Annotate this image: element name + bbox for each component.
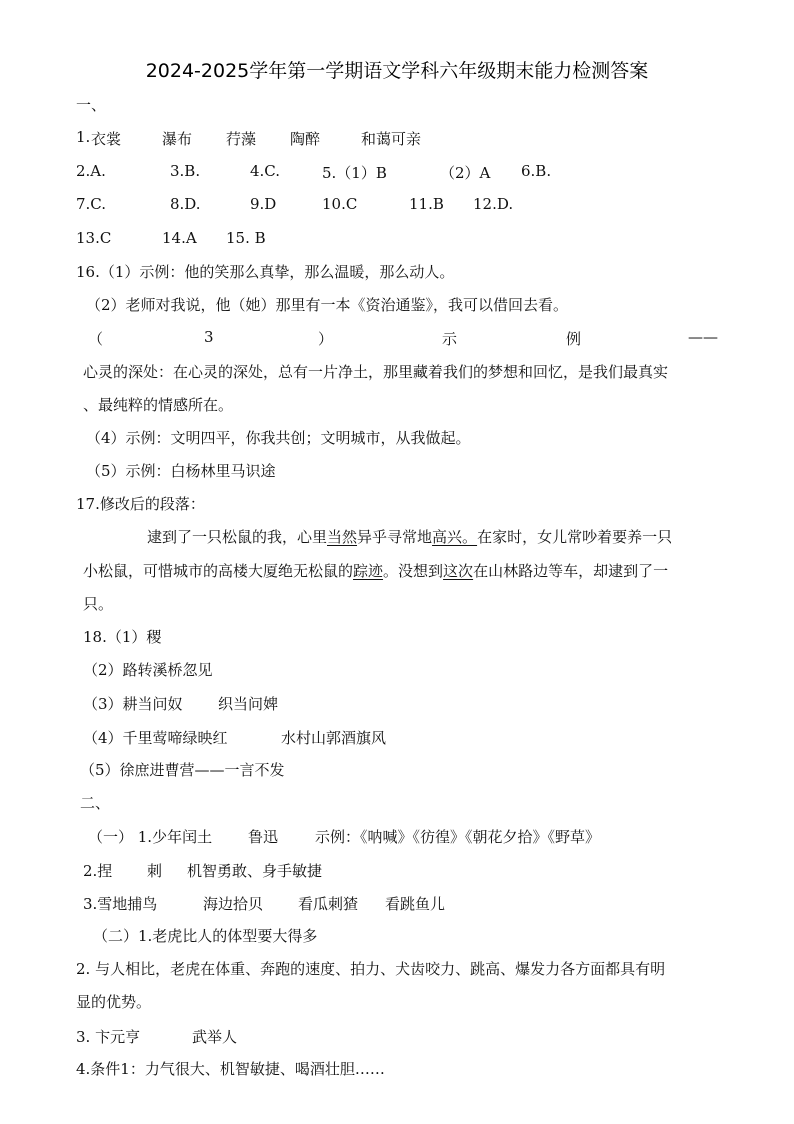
answer-part: （4）千里莺啼绿映红 [83, 729, 228, 747]
answer-part: 2.捏 [83, 862, 113, 880]
section2-heading: 二、 [80, 794, 111, 812]
spread-char: 示 [442, 330, 458, 348]
answer-part: 看跳鱼儿 [385, 895, 446, 913]
answer-part: （3）耕当问奴 [83, 695, 183, 713]
q16-answer-3-line-3: 、最纯粹的情感所在。 [83, 396, 234, 414]
q18-answer-1: 18.（1）稷 [83, 628, 162, 646]
answer-part: 水村山郭酒旗风 [281, 729, 387, 747]
text-run: 异乎寻常地 [357, 528, 433, 546]
text-run: 在山林路边等车，却逮到了一 [473, 562, 669, 580]
choice-answer: 5.（1）B [322, 164, 387, 182]
choice-answer: 2.A. [76, 162, 106, 180]
spread-char: 3 [204, 328, 214, 346]
choice-answer: 12.D. [473, 195, 514, 213]
choice-answer: 8.D. [170, 195, 201, 213]
answer-part: 鲁迅 [248, 828, 279, 846]
text-run: 小松鼠，可惜城市的高楼大厦绝无松鼠的 [83, 562, 354, 580]
q1-word: 瀑布 [162, 130, 193, 148]
underlined-text: 高兴。 [432, 528, 478, 546]
spread-char: 例 [566, 330, 582, 348]
underlined-text: 踪迹 [353, 562, 384, 580]
q1-label: 1. [76, 128, 91, 146]
answer-part: 示例：《呐喊》《彷徨》《朝花夕拾》《野草》 [315, 828, 601, 846]
choice-answer: （2）A [440, 164, 491, 182]
q16-answer-5: （5）示例：白杨林里马识途 [86, 462, 276, 480]
q16-answer-2: （2）老师对我说，他（她）那里有一本《资治通鉴》，我可以借回去看。 [86, 296, 569, 314]
answer-part: 海边拾贝 [203, 895, 264, 913]
q1-word: 陶醉 [290, 130, 321, 148]
answer-part: 机智勇敢、身手敏捷 [187, 862, 323, 880]
q1-word: 和蔼可亲 [361, 130, 422, 148]
choice-answer: 3.B. [170, 162, 201, 180]
underlined-text: 这次 [443, 562, 474, 580]
answer-part: （一） 1.少年闰土 [88, 828, 213, 846]
text-run: 。没想到 [383, 562, 444, 580]
q16-answer-3-line-2: 心灵的深处：在心灵的深处，总有一片净土，那里藏着我们的梦想和回忆，是我们最真实 [83, 363, 669, 381]
answer-part: 3.雪地捕鸟 [83, 895, 158, 913]
page-title: 2024-2025学年第一学期语文学科六年级期末能力检测答案 [145, 60, 649, 82]
choice-answer: 15. B [226, 229, 266, 247]
choice-answer: 13.C [76, 229, 112, 247]
q17-paragraph-line-1 [147, 527, 672, 547]
part2-answer-4: 4.条件1：力气很大、机智敏捷、喝酒壮胆…… [76, 1060, 385, 1078]
q16-answer-1: 16.（1）示例：他的笑那么真挚，那么温暖，那么动人。 [76, 263, 455, 281]
q17-paragraph-line-2 [83, 561, 668, 581]
choice-answer: 9.D [250, 195, 277, 213]
choice-answer: 7.C. [76, 195, 107, 213]
answer-part: 织当问婢 [218, 695, 279, 713]
part2-answer-2-line-1: 2. 与人相比，老虎在体重、奔跑的速度、拍力、犬齿咬力、跳高、爆发力各方面都具有明 [76, 960, 666, 978]
choice-answer: 4.C. [250, 162, 281, 180]
spread-char: —— [688, 328, 718, 346]
text-run: 逮到了一只松鼠的我，心里 [147, 528, 328, 546]
answer-part: 3. 卞元亨 [76, 1028, 141, 1046]
choice-answer: 6.B. [521, 162, 552, 180]
choice-answer: 14.A [162, 229, 197, 247]
answer-part: 刺 [147, 862, 163, 880]
choice-answer: 10.C [322, 195, 358, 213]
section1-heading: 一、 [76, 96, 107, 114]
underlined-text: 当然 [327, 528, 358, 546]
spread-char: （ [88, 330, 104, 348]
q16-answer-4: （4）示例：文明四平，你我共创；文明城市，从我做起。 [86, 429, 471, 447]
q18-answer-5: （5）徐庶进曹营——一言不发 [80, 761, 285, 779]
q1-word: 衣裳 [91, 130, 122, 148]
q1-word: 荇藻 [226, 130, 257, 148]
text-run: 在家时，女儿常吵着要养一只 [477, 528, 673, 546]
answer-part: 武举人 [192, 1028, 238, 1046]
choice-answer: 11.B [409, 195, 444, 213]
q18-answer-2: （2）路转溪桥忽见 [83, 661, 213, 679]
q17-paragraph-line-3: 只。 [83, 595, 114, 613]
spread-char: ） [318, 330, 334, 348]
answer-part: 看瓜刺猹 [298, 895, 359, 913]
part2-answer-1: （二）1.老虎比人的体型要大得多 [93, 927, 318, 945]
part2-answer-2-line-2: 显的优势。 [76, 993, 152, 1011]
q17-label: 17.修改后的段落： [76, 495, 205, 513]
